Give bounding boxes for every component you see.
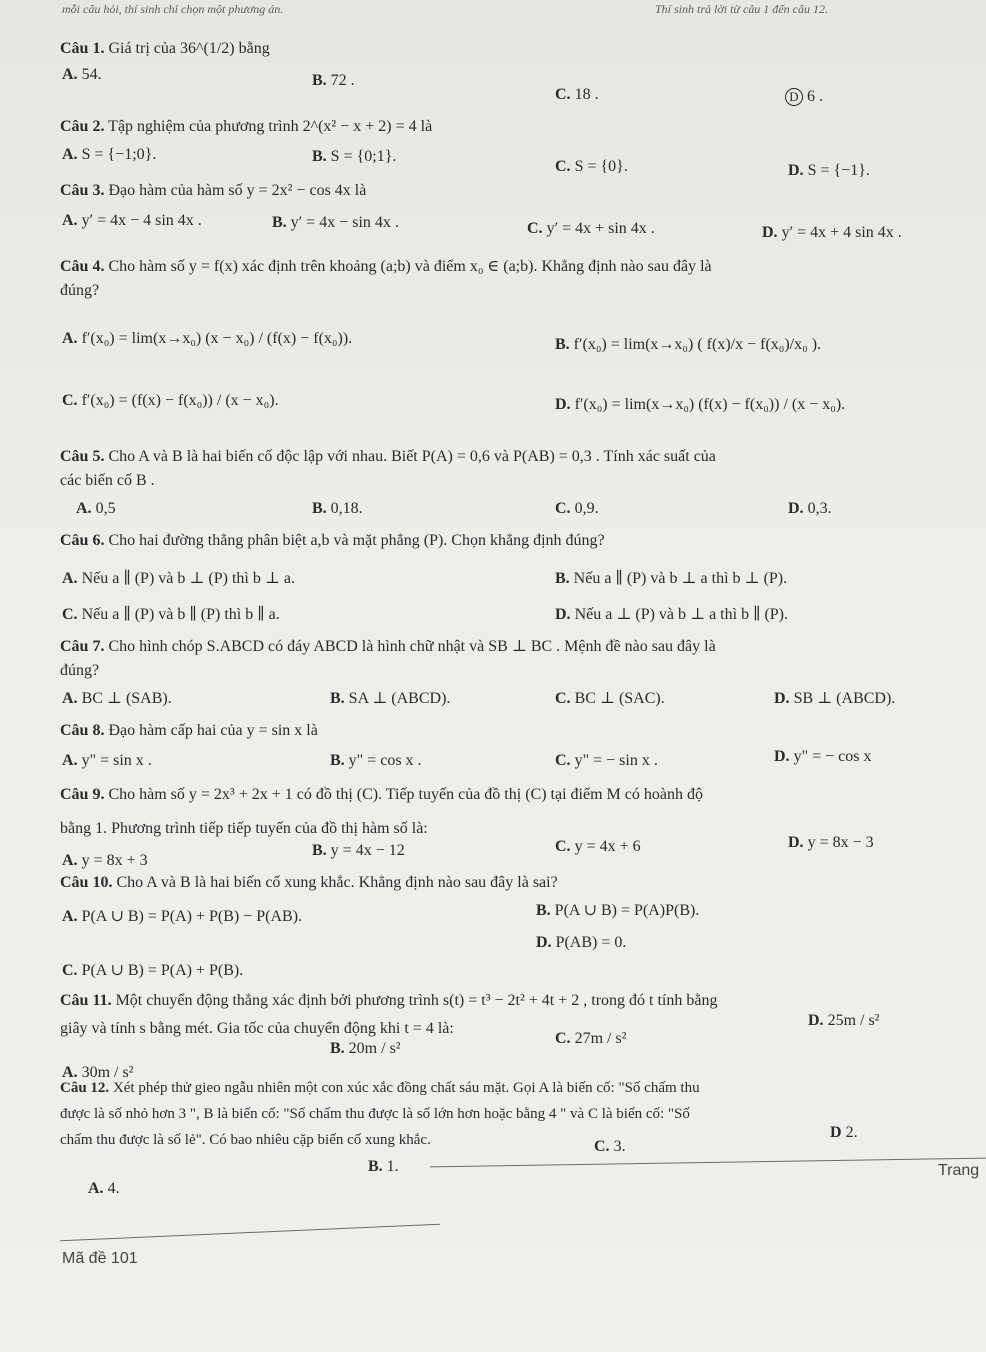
footer-divider [430, 1158, 986, 1168]
question-stem-continued: chấm thu được là số lẻ". Có bao nhiêu cặp biến cố xung khắc. [60, 1132, 431, 1148]
option-b: B. 0,18. [312, 500, 363, 517]
question-label: Câu 1. [60, 40, 105, 57]
option-b: B. Nếu a ∥ (P) và b ⊥ a thì b ⊥ (P). [555, 570, 788, 587]
option-c: C. y" = − sin x . [555, 752, 658, 769]
question-stem-continued: giây và tính s bằng mét. Gia tốc của chuyển động khi t = 4 là: [60, 1020, 454, 1037]
question-3: Câu 3. Đạo hàm của hàm số y = 2x² − cos 4x là [60, 182, 367, 199]
question-stem-continued: bằng 1. Phương trình tiếp tiếp tuyến của đồ thị hàm số là: [60, 820, 428, 837]
option-a: A. 30m / s² [62, 1064, 134, 1081]
option-c: C. S = {0}. [555, 158, 628, 175]
option-a: A. Nếu a ∥ (P) và b ⊥ (P) thì b ⊥ a. [62, 570, 296, 587]
question-12: Câu 12. Xét phép thử gieo ngẫu nhiên một con xúc xắc đồng chất sáu mặt. Gọi A là biến cố: "Số chấm thu [60, 1080, 700, 1096]
page-label: Trang [938, 1162, 980, 1179]
option-d: D. S = {−1}. [788, 162, 870, 179]
option-c: C. y = 4x + 6 [555, 838, 641, 855]
option-b: B. f′(x₀) = lim(x→x₀) ( f(x)/x − f(x₀)/x₀ ). [555, 336, 822, 353]
option-d: D. SB ⊥ (ABCD). [774, 690, 896, 707]
question-5: Câu 5. Cho A và B là hai biến cố độc lập với nhau. Biết P(A) = 0,6 và P(AB) = 0,3 . Tính xác suất của [60, 448, 716, 465]
option-c: C. y′ = 4x + sin 4x . [527, 220, 655, 237]
option-a: A. f′(x₀) = lim(x→x₀) (x − x₀) / (f(x) − f(x₀)). [62, 330, 353, 347]
question-1 [60, 40, 270, 58]
question-4: Câu 4. Cho hàm số y = f(x) xác định trên khoảng (a;b) và điểm x₀ ∈ (a;b). Khẳng định nào sau đây là [60, 258, 712, 275]
option-d: D. 25m / s² [808, 1012, 880, 1029]
option-d: D. Nếu a ⊥ (P) và b ⊥ a thì b ∥ (P). [555, 606, 789, 623]
question-stem-continued: đúng? [60, 282, 100, 299]
option-d: D. P(AB) = 0. [536, 934, 627, 951]
exam-code: Mã đề 101 [62, 1250, 138, 1267]
option-c: C. BC ⊥ (SAC). [555, 690, 665, 707]
option-a: A. BC ⊥ (SAB). [62, 690, 172, 707]
option-d: D. f′(x₀) = lim(x→x₀) (f(x) − f(x₀)) / (x − x₀). [555, 396, 846, 413]
question-11: Câu 11. Một chuyển động thẳng xác định bởi phương trình s(t) = t³ − 2t² + 4t + 2 , trong đó t tính bằng [60, 992, 718, 1009]
option-c: C. 18 . [555, 86, 599, 103]
option-b: B. 72 . [312, 72, 355, 89]
option-d: D 2. [830, 1124, 858, 1141]
option-b: B. y′ = 4x − sin 4x . [272, 214, 399, 231]
option-b: B. P(A ∪ B) = P(A)P(B). [536, 902, 700, 919]
header-left-text: mỗi câu hỏi, thí sinh chỉ chọn một phương án. [62, 2, 284, 16]
question-stem-continued: được là số nhỏ hơn 3 ", B là biến cố: "Số chấm thu được là số lớn hơn hoặc bằng 4 " và C là biến cố: "Số [60, 1106, 690, 1122]
option-c: C. 0,9. [555, 500, 599, 517]
option-b: B. 1. [368, 1158, 399, 1175]
option-c: C. P(A ∪ B) = P(A) + P(B). [62, 962, 244, 979]
option-a: A. y" = sin x . [62, 752, 152, 769]
option-b: B. y = 4x − 12 [312, 842, 405, 859]
question-10: Câu 10. Cho A và B là hai biến cố xung khắc. Khẳng định nào sau đây là sai? [60, 874, 558, 891]
option-c: C. 3. [594, 1138, 626, 1155]
option-a: A. P(A ∪ B) = P(A) + P(B) − P(AB). [62, 908, 303, 925]
question-8: Câu 8. Đạo hàm cấp hai của y = sin x là [60, 722, 318, 739]
option-a: A. S = {−1;0}. [62, 146, 157, 163]
option-d: D. y" = − cos x [774, 748, 872, 765]
question-stem-continued: các biến cố B . [60, 472, 155, 489]
option-b: B. y" = cos x . [330, 752, 422, 769]
header-right-text: Thí sinh trả lời từ câu 1 đến câu 12. [655, 2, 828, 16]
option-a: A. 4. [88, 1180, 120, 1197]
question-9: Câu 9. Cho hàm số y = 2x³ + 2x + 1 có đồ thị (C). Tiếp tuyến của đồ thị (C) tại điểm M có hoành độ [60, 786, 703, 803]
question-7: Câu 7. Cho hình chóp S.ABCD có đáy ABCD là hình chữ nhật và SB ⊥ BC . Mệnh đề nào sau đây là [60, 638, 716, 655]
option-b: B. 20m / s² [330, 1040, 401, 1057]
option-d: D. y = 8x − 3 [788, 834, 874, 851]
footer-divider-left [60, 1224, 440, 1242]
option-a: A. 0,5 [76, 500, 116, 517]
option-c: C. Nếu a ∥ (P) và b ∥ (P) thì b ∥ a. [62, 606, 280, 623]
option-a: A. y′ = 4x − 4 sin 4x . [62, 212, 202, 229]
option-d: D 6 . [785, 88, 823, 106]
question-stem-continued: đúng? [60, 662, 100, 679]
question-6: Câu 6. Cho hai đường thẳng phân biệt a,b và mặt phẳng (P). Chọn khẳng định đúng? [60, 532, 605, 549]
option-a: A. 54. [62, 66, 102, 83]
option-c: C. 27m / s² [555, 1030, 627, 1047]
option-d: D. y′ = 4x + 4 sin 4x . [762, 224, 902, 241]
option-c: C. f′(x₀) = (f(x) − f(x₀)) / (x − x₀). [62, 392, 279, 409]
option-d: D. 0,3. [788, 500, 832, 517]
answer-mark-circle: D [785, 88, 803, 106]
question-2: Câu 2. Tập nghiệm của phương trình 2^(x² − x + 2) = 4 là [60, 118, 433, 135]
option-b: B. SA ⊥ (ABCD). [330, 690, 451, 707]
option-b: B. S = {0;1}. [312, 148, 397, 165]
question-stem: Giá trị của 36^(1/2) bằng [108, 40, 270, 57]
option-a: A. y = 8x + 3 [62, 852, 148, 869]
